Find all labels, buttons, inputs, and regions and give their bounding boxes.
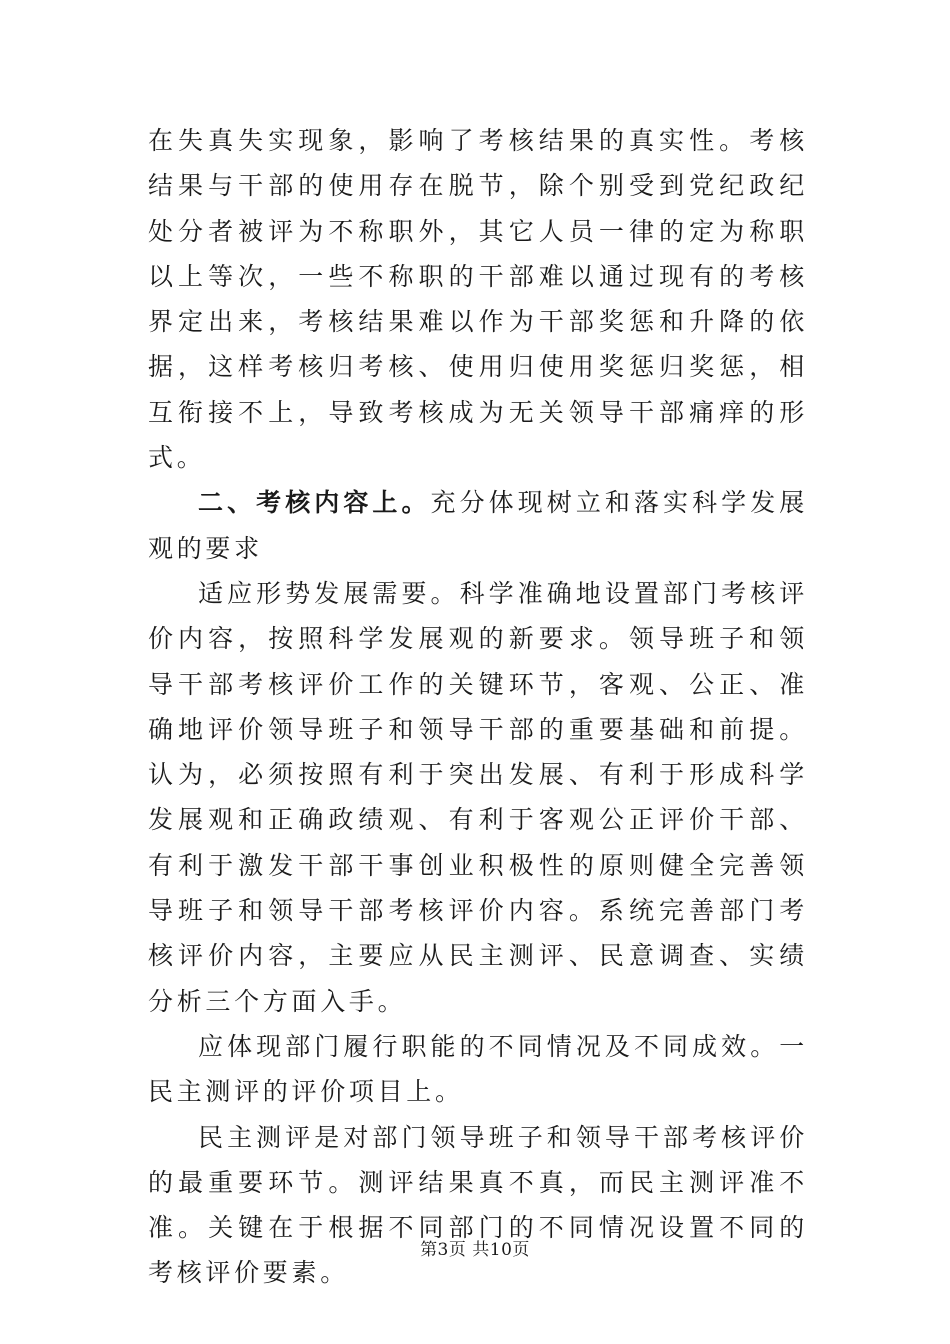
- section-heading: 二、考核内容上。: [198, 488, 431, 518]
- page-footer: [0, 1240, 950, 1260]
- document-body: [148, 118, 808, 1296]
- paragraph-2-heading: [148, 480, 808, 571]
- paragraph-5: 民主测评是对部门领导班子和领导干部考核评价的最重要环节。测评结果真不真，而民主测评准不准。关键在于根据不同部门的不同情况设置不同的考核评价要素。: [148, 1122, 808, 1288]
- section-heading-text: 充分体现树立和落实科学发展观的要求: [148, 488, 808, 563]
- page-number: 第3页 共10页: [420, 1240, 530, 1260]
- paragraph-4: 应体现部门履行职能的不同情况及不同成效。一民主测评的评价项目上。: [148, 1031, 808, 1107]
- paragraph-1: 在失真失实现象，影响了考核结果的真实性。考核结果与干部的使用存在脱节，除个别受到党纪政纪处分者被评为不称职外，其它人员一律的定为称职以上等次，一些不称职的干部难以通过现有的考核界定出来，考核结果难以作为干部奖惩和升降的依据，这样考核归考核、使用归使用奖惩归奖惩，相互衔接不上，导致考核成为无关领导干部痛痒的形式。: [148, 126, 808, 473]
- paragraph-3: 适应形势发展需要。科学准确地设置部门考核评价内容，按照科学发展观的新要求。领导班子和领导干部考核评价工作的关键环节，客观、公正、准确地评价领导班子和领导干部的重要基础和前提。认为，必须按照有利于突出发展、有利于形成科学发展观和正确政绩观、有利于客观公正评价干部、有利于激发干部干事创业积极性的原则健全完善领导班子和领导干部考核评价内容。系统完善部门考核评价内容，主要应从民主测评、民意调查、实绩分析三个方面入手。: [148, 578, 808, 1016]
